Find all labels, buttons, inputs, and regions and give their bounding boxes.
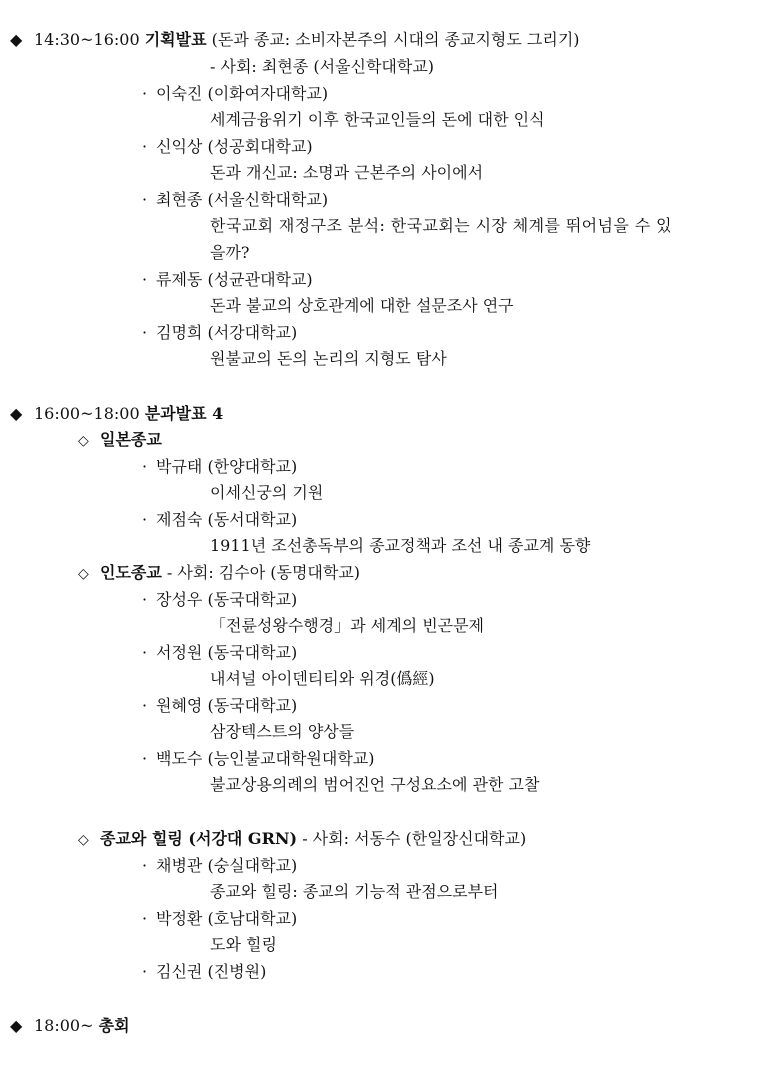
talk-speaker: · 이숙진 (이화여자대학교)	[142, 82, 328, 106]
session-3-title: 총회	[98, 1016, 130, 1035]
bullet-icon: ·	[142, 643, 148, 662]
bullet-icon: ·	[142, 137, 148, 156]
talk-topic: 「전륜성왕수행경」과 세계의 빈곤문제	[210, 616, 485, 635]
talk-topic: 삼장텍스트의 양상들	[210, 722, 355, 741]
session-3-header	[10, 1014, 130, 1038]
session-1-title: 기획발표	[144, 30, 207, 49]
talk-topic: 1911년 조선총독부의 종교정책과 조선 내 종교계 동향	[210, 536, 591, 555]
bullet-icon: ·	[142, 323, 148, 342]
talk-topic: 내셔널 아이덴티티와 위경(僞經)	[210, 669, 435, 688]
session-2-title: 분과발표 4	[144, 404, 224, 423]
group-name: 종교와 힐링 (서강대 GRN)	[100, 829, 298, 848]
talk-topic: 세계금융위기 이후 한국교인들의 돈에 대한 인식	[210, 110, 545, 129]
talk-topic-continued: 을까?	[210, 243, 250, 262]
session-1-moderator: - 사회: 최현종 (서울신학대학교)	[210, 57, 435, 76]
talk-speaker: · 김명희 (서강대학교)	[142, 321, 297, 345]
talk-speaker: · 류제동 (성균관대학교)	[142, 268, 313, 292]
group-name: 일본종교	[100, 430, 162, 449]
bullet-icon: ·	[142, 696, 148, 715]
group-header	[78, 428, 162, 452]
talk-speaker: · 박규태 (한양대학교)	[142, 455, 297, 479]
talk-speaker: · 제점숙 (동서대학교)	[142, 508, 297, 532]
talk-speaker: · 신익상 (성공회대학교)	[142, 135, 313, 159]
hollow-diamond-icon: ◇	[78, 832, 89, 848]
session-1-header	[10, 28, 580, 52]
talk-speaker: · 채병관 (숭실대학교)	[142, 854, 297, 878]
session-3-time: 18:00~	[34, 1016, 94, 1035]
group-name: 인도종교	[100, 563, 162, 582]
hollow-diamond-icon: ◇	[78, 433, 89, 449]
bullet-icon: ·	[142, 909, 148, 928]
bullet-icon: ·	[142, 962, 148, 981]
talk-speaker: · 박정환 (호남대학교)	[142, 907, 297, 931]
bullet-icon: ·	[142, 457, 148, 476]
filled-diamond-icon: ◆	[10, 404, 23, 423]
filled-diamond-icon: ◆	[10, 30, 23, 49]
talk-topic: 돈과 불교의 상호관계에 대한 설문조사 연구	[210, 296, 514, 315]
bullet-icon: ·	[142, 190, 148, 209]
talk-topic: 불교상용의례의 범어진언 구성요소에 관한 고찰	[210, 775, 540, 794]
talk-topic: 원불교의 돈의 논리의 지형도 탐사	[210, 349, 447, 368]
bullet-icon: ·	[142, 590, 148, 609]
bullet-icon: ·	[142, 856, 148, 875]
session-1-subtitle: (돈과 종교: 소비자본주의 시대의 종교지형도 그리기)	[211, 30, 580, 49]
talk-topic: 돈과 개신교: 소명과 근본주의 사이에서	[210, 163, 484, 182]
talk-speaker: · 서정원 (동국대학교)	[142, 641, 297, 665]
session-2-header	[10, 402, 223, 426]
bullet-icon: ·	[142, 84, 148, 103]
talk-topic: 종교와 힐링: 종교의 기능적 관점으로부터	[210, 882, 499, 901]
group-header	[78, 561, 360, 585]
hollow-diamond-icon: ◇	[78, 566, 89, 582]
talk-speaker: · 백도수 (능인불교대학원대학교)	[142, 747, 375, 771]
talk-speaker: · 최현종 (서울신학대학교)	[142, 188, 328, 212]
bullet-icon: ·	[142, 749, 148, 768]
talk-topic: 이세신궁의 기원	[210, 483, 324, 502]
group-header	[78, 827, 526, 851]
session-2-time: 16:00~18:00	[34, 404, 140, 423]
group-moderator: - 사회: 서동수 (한일장신대학교)	[302, 829, 527, 848]
group-moderator: - 사회: 김수아 (동명대학교)	[166, 563, 361, 582]
bullet-icon: ·	[142, 270, 148, 289]
talk-topic: 도와 힐링	[210, 935, 277, 954]
talk-speaker: · 원혜영 (동국대학교)	[142, 694, 297, 718]
talk-speaker: · 장성우 (동국대학교)	[142, 588, 297, 612]
session-1-time: 14:30~16:00	[34, 30, 140, 49]
bullet-icon: ·	[142, 510, 148, 529]
talk-topic: 한국교회 재정구조 분석: 한국교회는 시장 체계를 뛰어넘을 수 있	[210, 216, 672, 235]
filled-diamond-icon: ◆	[10, 1016, 23, 1035]
talk-speaker: · 김신권 (진병원)	[142, 960, 266, 984]
